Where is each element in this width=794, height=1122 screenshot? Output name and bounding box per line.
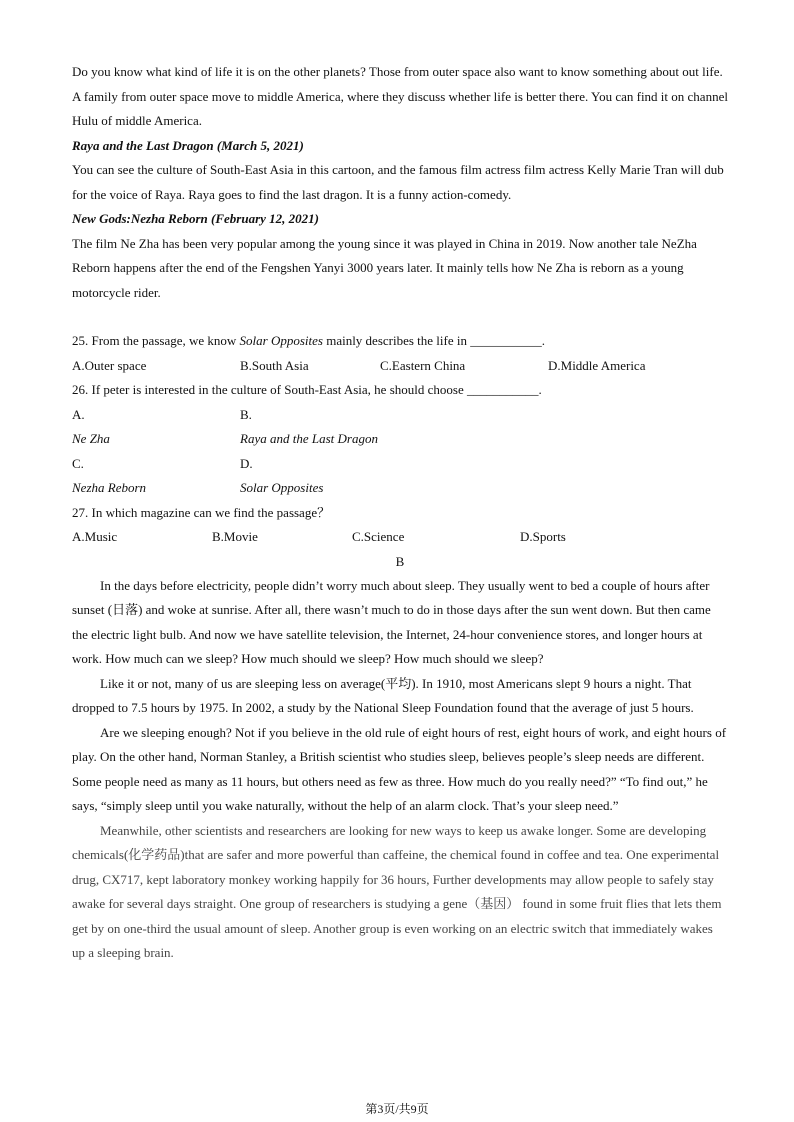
passage-b-paragraph-3: Are we sleeping enough? Not if you believe in the old rule of eight hours of rest, eight hours of work, and eight hours of play. On the other hand, Norman Stanley, a British scientist who studies sleep, believes people’s sleep needs are different. Some people need as many as 11 hours, but others need as few as three. How much do you really need?” “To find out,” he says, “simply sleep until you wake naturally, without the help of an alarm clock. That’s your sleep need.” [72, 724, 727, 813]
film-nezha-title: New Gods:Nezha Reborn (February 12, 2021) [72, 211, 319, 226]
question-25 [72, 329, 728, 354]
q25-text: 25. From the passage, we know [72, 333, 240, 348]
q26-a-letter: A. [72, 406, 85, 422]
film-raya-title: Raya and the Last Dragon (March 5, 2021) [72, 137, 304, 153]
q25-option-b: B.South Asia [240, 357, 309, 373]
document-page [72, 60, 728, 966]
q27-option-d: D.Sports [520, 529, 566, 544]
question-27: 27. In which magazine can we find the passage？ [72, 504, 331, 520]
q26-option-a [72, 403, 240, 452]
q25-italic-title: Solar Opposites [239, 333, 323, 348]
q27-option-b: B.Movie [212, 529, 258, 544]
spacer [72, 305, 728, 329]
q26-option-c [72, 452, 240, 501]
q25-blank: mainly describes the life in ___________. [322, 333, 545, 348]
q26-a-text: Ne Zha [72, 431, 110, 446]
passage-b-label: B [395, 553, 405, 569]
q26-c-letter: C. [72, 455, 84, 471]
q25-option-d: D.Middle America [548, 357, 646, 373]
question-26: 26. If peter is interested in the culture of South-East Asia, he should choose ___________. [72, 382, 542, 397]
film-nezha-description: The film Ne Zha has been very popular among the young since it was played in China in 2019. Now another tale NeZha Reborn happens after the end of the Fengshen Yanyi 3000 years later. It mainly tells how Ne Zha is reborn as a young motorcycle rider. [72, 235, 697, 300]
q26-b-letter: B. [240, 406, 252, 422]
passage-b-paragraph-2: Like it or not, many of us are sleeping less on average(平均). In 1910, most Americans slept 9 hours a night. That dropped to 7.5 hours by 1975. In 2002, a study by the National Sleep Foundation found that the average of just 5 hours. [72, 675, 694, 715]
passage-b-paragraph-1: In the days before electricity, people didn’t worry much about sleep. They usually went to bed a couple of hours after sunset (日落) and woke at sunrise. After all, there wasn’t much to do in those days after the sun went down. But then came the electric light bulb. And now we have satellite television, the Internet, 24-hour convenience stores, and longer hours at work. How much can we sleep? How much should we sleep? How much should we sleep? [72, 577, 711, 666]
question-26-options-row1 [72, 403, 728, 452]
q27-option-a: A.Music [72, 529, 118, 544]
page-number-footer: 第3页/共9页 [365, 1102, 429, 1116]
question-26-options-row2 [72, 452, 728, 501]
q25-option-a: A.Outer space [72, 357, 147, 373]
q26-d-letter: D. [240, 455, 253, 471]
q25-option-c: C.Eastern China [380, 357, 466, 373]
q26-d-text: Solar Opposites [240, 480, 324, 495]
passage-a-intro: Do you know what kind of life it is on the other planets? Those from outer space also want to know something about out life. A family from outer space move to middle America, where they discuss whether life is better there. You can find it on channel Hulu of middle America. [72, 64, 728, 128]
q26-option-d [240, 452, 323, 501]
q27-option-c: C.Science [352, 529, 405, 544]
q26-c-text: Nezha Reborn [72, 480, 147, 495]
question-25-options [72, 354, 728, 379]
film-raya-description: You can see the culture of South-East Asia in this cartoon, and the famous film actress film actress Kelly Marie Tran will dub for the voice of Raya. Raya goes to find the last dragon. It is a funny action-comedy. [72, 162, 724, 202]
q26-b-text: Raya and the Last Dragon [240, 431, 378, 446]
question-27-options [72, 525, 728, 550]
q26-option-b [240, 403, 378, 452]
passage-b-paragraph-4: Meanwhile, other scientists and researchers are looking for new ways to keep us awake longer. Some are developing chemicals(化学药品)that are safer and more powerful than caffeine, the chemical found in coffee and tea. One experimental drug, CX717, kept laboratory monkey working happily for 36 hours, Further developments may allow people to safely stay awake for several days straight. One group of researchers is studying a gene（基因） found in some fruit flies that lets them get by on one-third the usual amount of sleep. Another group is even working on an electric switch that immediately wakes up a sleeping brain. [72, 822, 722, 960]
